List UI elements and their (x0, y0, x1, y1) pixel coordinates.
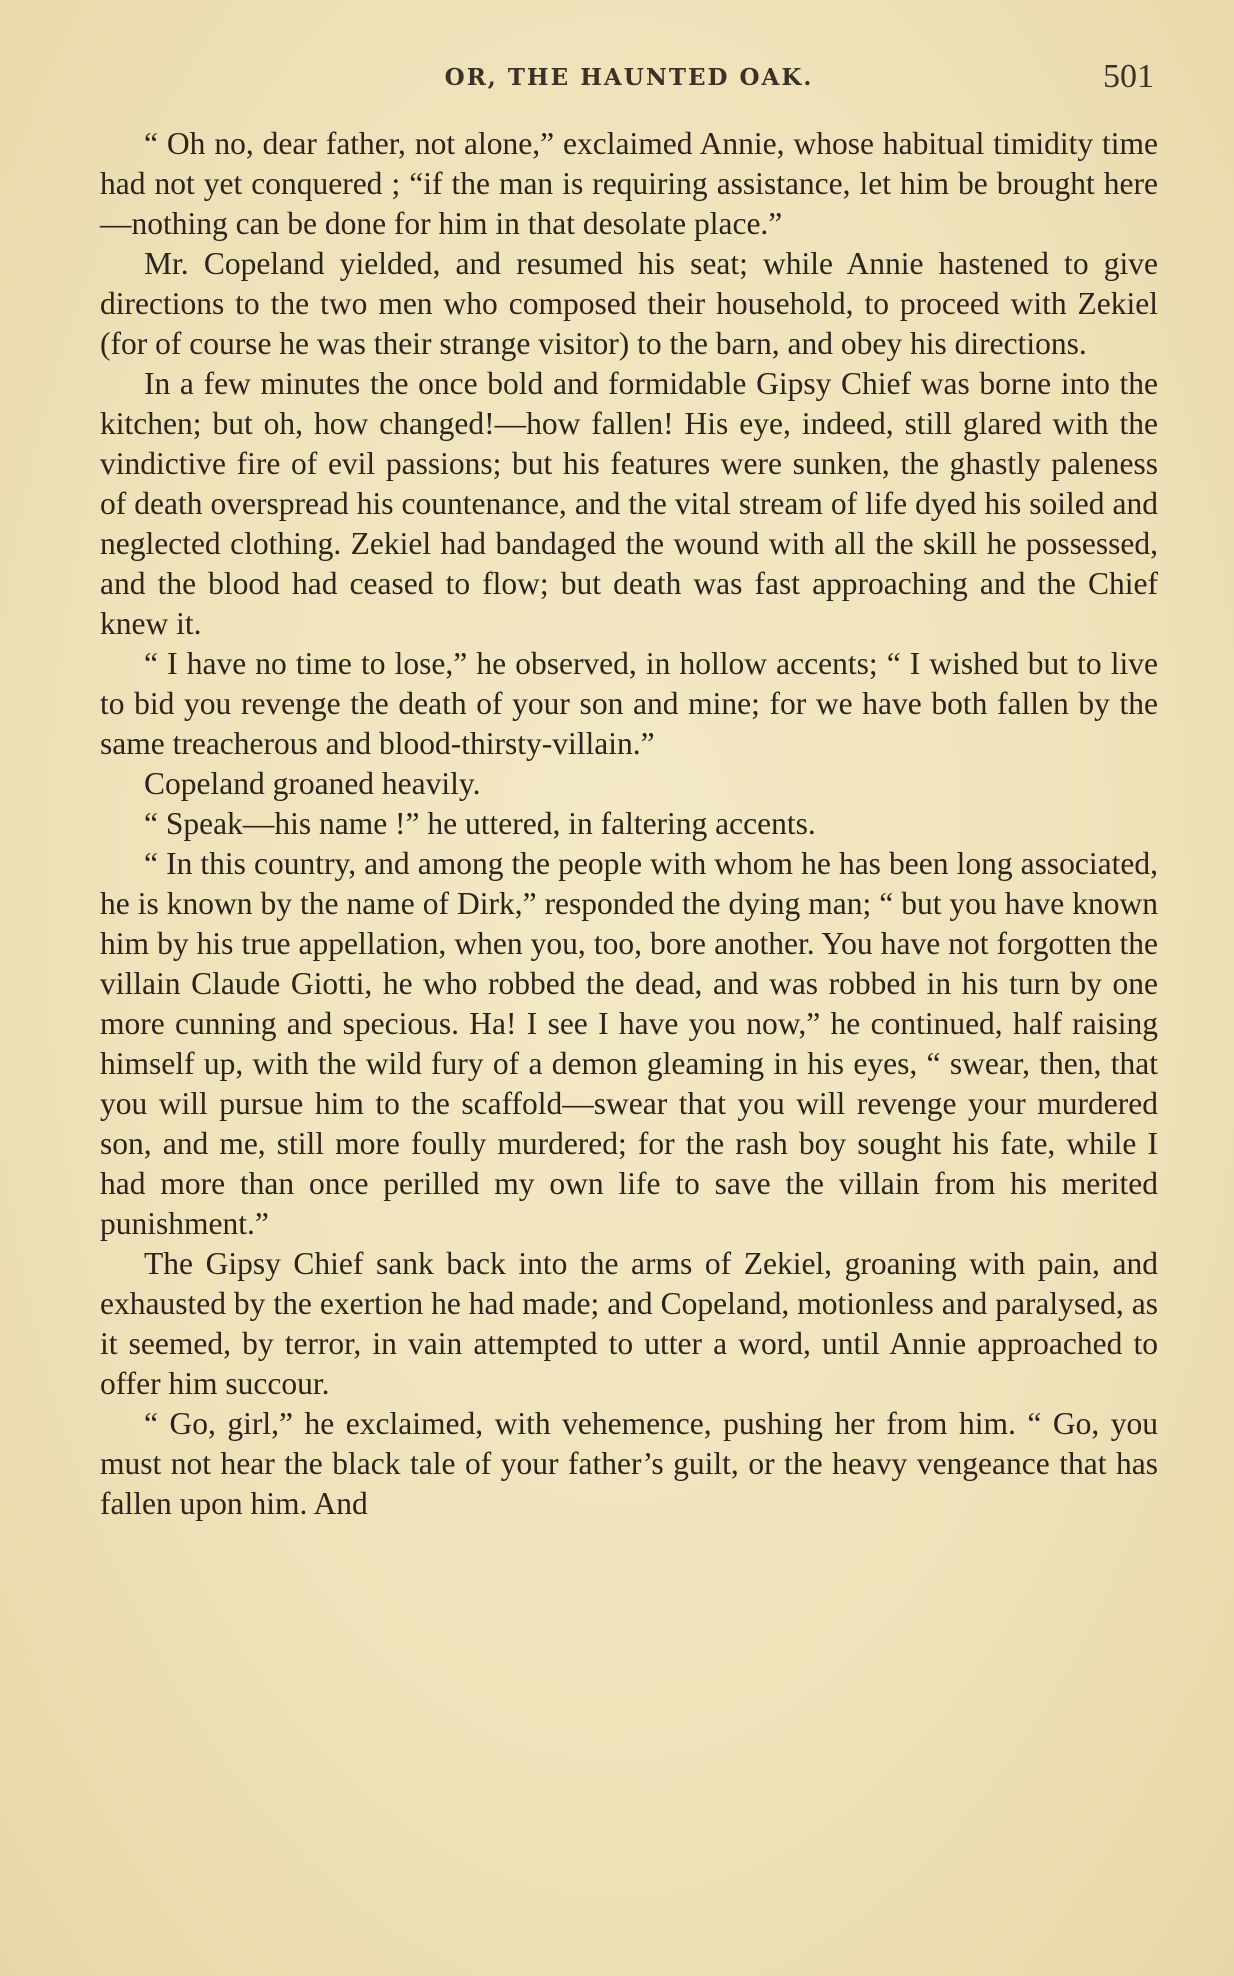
paragraph: “ In this country, and among the people with whom he has been long associated, he is known by the name of Dirk,” responded the dying man; “ but you have known him by his true appellation, when you, too, bore another. You have not forgotten the villain Claude Giotti, he who robbed the dead, and was robbed in his turn by one more cunning and specious. Ha! I see I have you now,” he continued, half raising himself up, with the wild fury of a demon gleaming in his eyes, “ swear, then, that you will pursue him to the scaffold—swear that you will revenge your murdered son, and me, still more foully murdered; for the rash boy sought his fate, while I had more than once perilled my own life to save the villain from his merited punishment.” (100, 846, 1158, 1241)
paragraph: “ Speak—his name !” he uttered, in faltering accents. (144, 806, 816, 841)
paragraph: The Gipsy Chief sank back into the arms of Zekiel, groaning with pain, and exhausted by the exertion he had made; and Copeland, motionless and paralysed, as it seemed, by terror, in vain attempted to utter a word, until Annie approached to offer him succour. (100, 1246, 1158, 1401)
body-text (100, 124, 1158, 1524)
paragraph: “ Oh no, dear father, not alone,” exclaimed Annie, whose habitual timidity time had not yet conquered ; “if the man is requiring assistance, let him be brought here—nothing can be done for him in that desolate place.” (100, 126, 1158, 241)
page-header (100, 58, 1158, 98)
paragraph: “ I have no time to lose,” he observed, in hollow accents; “ I wished but to live to bid you revenge the death of your son and mine; for we have both fallen by the same treacherous and blood-thirsty-villain.” (100, 646, 1158, 761)
paragraph: In a few minutes the once bold and formidable Gipsy Chief was borne into the kitchen; but oh, how changed!—how fallen! His eye, indeed, still glared with the vindictive fire of evil passions; but his features were sunken, the ghastly paleness of death overspread his countenance, and the vital stream of life dyed his soiled and neglected clothing. Zekiel had bandaged the wound with all the skill he possessed, and the blood had ceased to flow; but death was fast approaching and the Chief knew it. (100, 366, 1158, 641)
paragraph: Copeland groaned heavily. (144, 766, 481, 801)
page-number: 501 (1103, 58, 1154, 95)
paragraph: “ Go, girl,” he exclaimed, with vehemence, pushing her from him. “ Go, you must not hear the black tale of your father’s guilt, or the heavy vengeance that has fallen upon him. And (100, 1406, 1158, 1521)
running-head: OR, THE HAUNTED OAK. (444, 64, 814, 91)
paragraph: Mr. Copeland yielded, and resumed his seat; while Annie hastened to give directions to the two men who composed their household, to proceed with Zekiel (for of course he was their strange visitor) to the barn, and obey his directions. (100, 246, 1158, 361)
